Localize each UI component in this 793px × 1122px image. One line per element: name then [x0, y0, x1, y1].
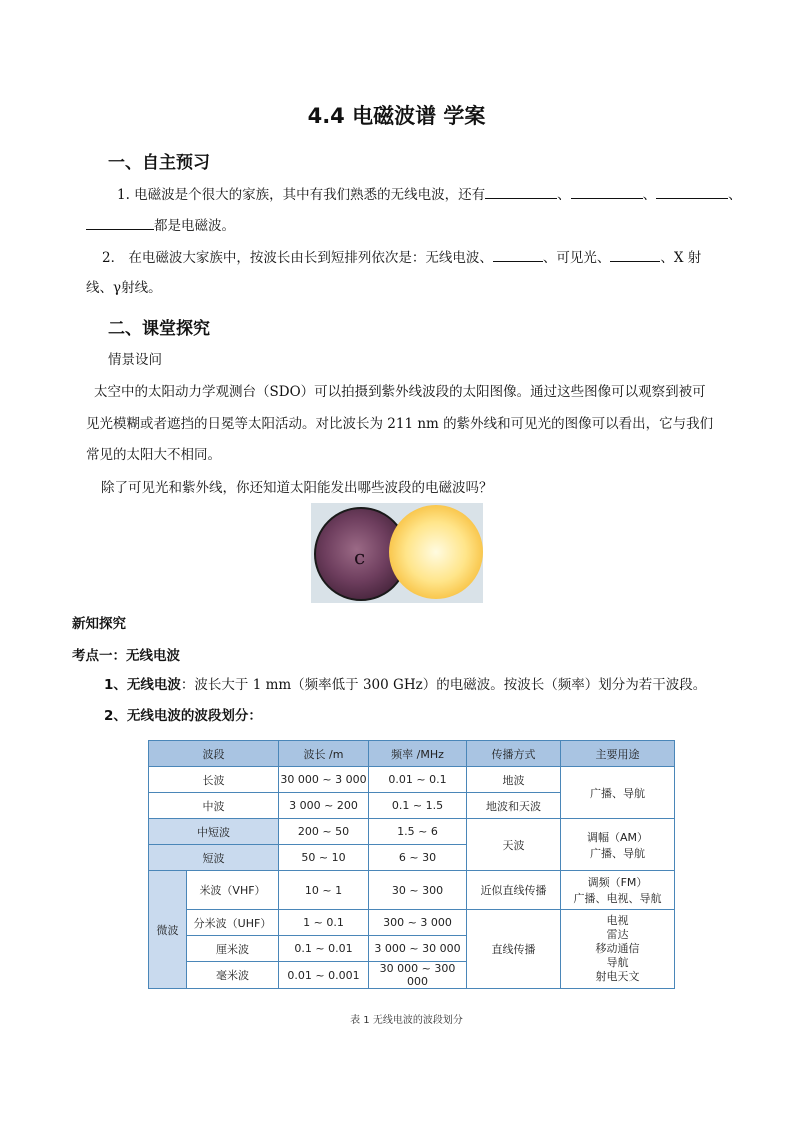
- cell-usage: [561, 910, 675, 989]
- cell-band: 毫米波: [187, 962, 279, 989]
- point-2: [104, 706, 262, 726]
- section2-heading: 二、课堂探究: [108, 319, 210, 339]
- cell-frequency: 3 000 ~ 30 000: [369, 936, 467, 962]
- cell-wavelength: 0.01 ~ 0.001: [279, 962, 369, 989]
- table-row: [149, 767, 675, 793]
- header-frequency: 频率 /MHz: [369, 741, 467, 767]
- cell-band: 长波: [149, 767, 279, 793]
- answer-blank-1[interactable]: [485, 184, 557, 199]
- usage-line: 调频（FM）: [587, 876, 648, 889]
- table-header-row: [149, 741, 675, 767]
- scene-paragraph-line2: 见光模糊或者遮挡的日冕等太阳活动。对比波长为 211 nm 的紫外线和可见光的图像可以看出，它与我们: [86, 416, 714, 432]
- scene-paragraph-line3: 常见的太阳大不相同。: [86, 447, 221, 463]
- kaodian-1-heading: 考点一：无线电波: [72, 648, 180, 664]
- cell-frequency: 30 ~ 300: [369, 871, 467, 910]
- point-1: [104, 675, 706, 695]
- separator: 、: [642, 187, 657, 203]
- cell-frequency: 6 ~ 30: [369, 845, 467, 871]
- usage-line: 电视: [606, 914, 629, 927]
- scene-question: 除了可见光和紫外线，你还知道太阳能发出哪些波段的电磁波吗？: [101, 480, 493, 496]
- cell-propagation: 地波和天波: [467, 793, 561, 819]
- cell-frequency: 0.01 ~ 0.1: [369, 767, 467, 793]
- separator: 、: [728, 187, 742, 203]
- cell-band: 米波（VHF）: [187, 871, 279, 910]
- question-1-text: 1. 电磁波是个很大的家族，其中有我们熟悉的无线电波，还有: [117, 187, 486, 203]
- radio-band-table: [148, 740, 675, 989]
- cell-frequency: 0.1 ~ 1.5: [369, 793, 467, 819]
- question-2-line2: 线、γ射线。: [86, 280, 162, 296]
- cell-wavelength: 10 ~ 1: [279, 871, 369, 910]
- cell-propagation: 地波: [467, 767, 561, 793]
- point-1-text: ：波长大于 1 mm（频率低于 300 GHz）的电磁波。按波长（频率）划分为若干波段。: [180, 677, 707, 693]
- cell-frequency: 1.5 ~ 6: [369, 819, 467, 845]
- answer-blank-5[interactable]: [493, 247, 543, 262]
- table-row: [149, 910, 675, 936]
- table-caption: 表 1 无线电波的波段划分: [350, 1015, 463, 1026]
- table-row: [149, 871, 675, 910]
- usage-line: 射电天文: [595, 970, 640, 983]
- cell-wavelength: 3 000 ~ 200: [279, 793, 369, 819]
- cell-wavelength: 30 000 ~ 3 000: [279, 767, 369, 793]
- cell-microwave-group: 微波: [149, 871, 187, 989]
- scene-paragraph-line1: 太空中的太阳动力学观测台（SDO）可以拍摄到紫外线波段的太阳图像。通过这些图像可以观察到被可: [94, 384, 706, 400]
- header-propagation: 传播方式: [467, 741, 561, 767]
- header-band: 波段: [149, 741, 279, 767]
- point-2-label: 2、无线电波的波段划分: [104, 708, 249, 724]
- cell-propagation: 天波: [467, 819, 561, 871]
- cell-wavelength: 1 ~ 0.1: [279, 910, 369, 936]
- answer-blank-6[interactable]: [610, 247, 660, 262]
- question-1-line1: [117, 184, 742, 205]
- usage-line: 广播、导航: [590, 846, 645, 860]
- answer-blank-4[interactable]: [86, 215, 154, 230]
- cell-band: 厘米波: [187, 936, 279, 962]
- cell-propagation: 近似直线传播: [467, 871, 561, 910]
- usage-line: 雷达: [606, 928, 629, 941]
- cell-band: 中波: [149, 793, 279, 819]
- cell-wavelength: 50 ~ 10: [279, 845, 369, 871]
- cell-frequency: 300 ~ 3 000: [369, 910, 467, 936]
- separator: 、: [557, 187, 571, 203]
- section1-heading: 一、自主预习: [108, 153, 210, 173]
- question-2-mid: 、可见光、: [542, 250, 611, 266]
- scene-label: 情景设问: [108, 352, 162, 368]
- cell-usage: [561, 819, 675, 871]
- table-row: [149, 819, 675, 845]
- answer-blank-3[interactable]: [656, 184, 728, 199]
- cell-wavelength: 200 ~ 50: [279, 819, 369, 845]
- point-1-label: 1、无线电波: [104, 677, 181, 693]
- cell-frequency: 30 000 ~ 300 000: [369, 962, 467, 989]
- cell-band: 中短波: [149, 819, 279, 845]
- usage-line: 移动通信: [595, 942, 640, 955]
- uv-sun-image: c: [314, 507, 408, 601]
- question-2-line1: [102, 247, 701, 268]
- question-2-end: 、X 射: [660, 250, 702, 266]
- sun-comparison-image: [311, 503, 483, 603]
- cell-usage: [561, 871, 675, 910]
- visible-sun-image: [389, 505, 483, 599]
- new-knowledge-heading: 新知探究: [72, 616, 126, 632]
- usage-line: 广播、电视、导航: [573, 892, 662, 905]
- cell-band: 短波: [149, 845, 279, 871]
- page-title: 4.4 电磁波谱 学案: [307, 104, 486, 128]
- cell-usage: 广播、导航: [561, 767, 675, 819]
- question-2-text: 2． 在电磁波大家族中，按波长由长到短排列依次是：无线电波、: [102, 250, 493, 266]
- cell-band: 分米波（UHF）: [187, 910, 279, 936]
- answer-blank-2[interactable]: [571, 184, 643, 199]
- question-1-line2: [86, 215, 235, 236]
- usage-line: 调幅（AM）: [586, 830, 648, 844]
- header-wavelength: 波长 /m: [279, 741, 369, 767]
- point-2-colon: ：: [248, 708, 262, 724]
- cell-wavelength: 0.1 ~ 0.01: [279, 936, 369, 962]
- cell-propagation: 直线传播: [467, 910, 561, 989]
- usage-line: 导航: [606, 956, 629, 969]
- question-1-end: 都是电磁波。: [154, 218, 235, 234]
- header-usage: 主要用途: [561, 741, 675, 767]
